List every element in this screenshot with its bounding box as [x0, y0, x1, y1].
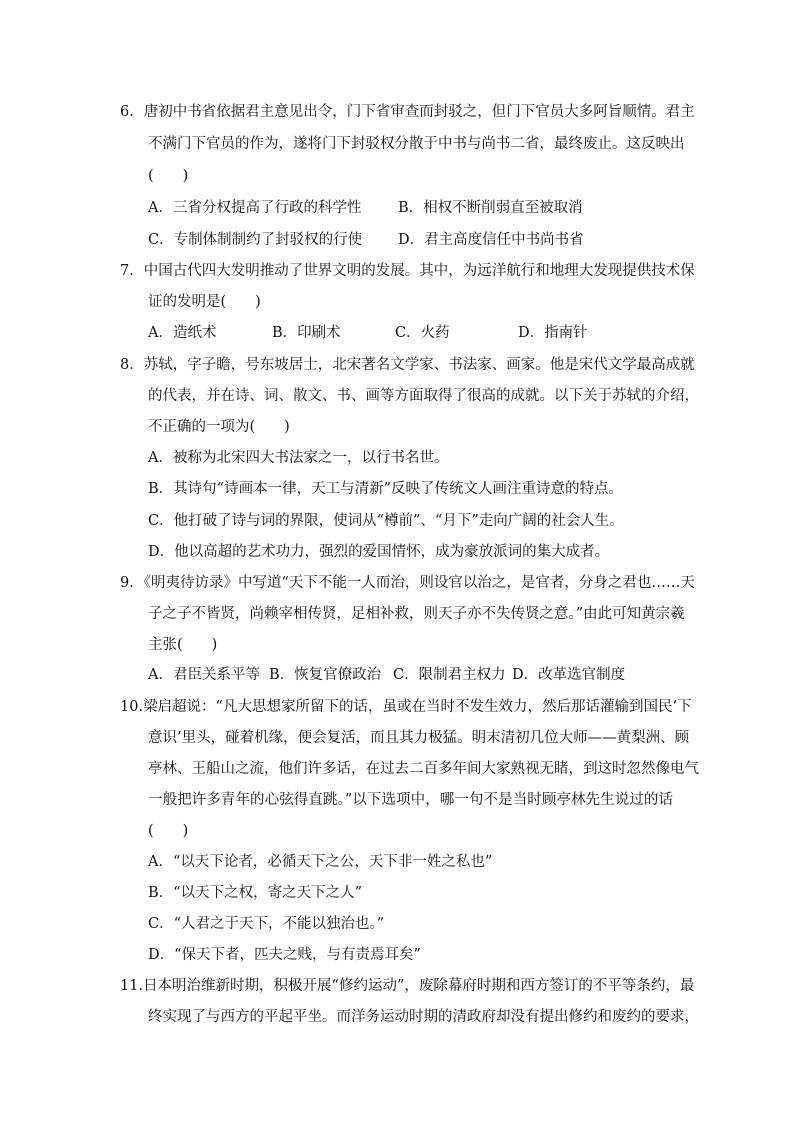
question-text-line: 一般把许多青年的心弦得直跳。”以下选项中，哪一句不是当时顾亭林先生说过的话: [148, 792, 673, 808]
option-b: B．印刷术: [272, 325, 341, 341]
option-b: B．相权不断削弱直至被取消: [398, 200, 583, 216]
option-b: B．其诗句“诗画本一律，天工与清新”反映了传统文人画注重诗意的特点。: [148, 481, 623, 497]
question-text-line: 的代表，并在诗、词、散文、书、画等方面取得了很高的成就。以下关于苏轼的介绍，: [148, 388, 699, 404]
option-a: A．造纸术: [148, 325, 217, 341]
option-c: C．限制君主权力: [393, 667, 506, 683]
answer-blank: ( ): [148, 168, 189, 184]
question-text-line: 7．中国古代四大发明推动了世界文明的发展。其中，为远洋航行和地理大发现提供技术保: [120, 263, 695, 279]
answer-blank: ( ): [148, 823, 189, 839]
option-d: D．改革选官制度: [512, 667, 626, 683]
question-text-line: 子之子不皆贤，尚赖宰相传贤，足相补救，则天子亦不失传贤之意。”由此可知黄宗羲: [148, 606, 685, 622]
question-text-line: 意识’里头，碰着机缘，便会复活，而且其力极猛。明末清初几位大师——黄梨洲、顾: [148, 730, 690, 746]
question-text-line: 8．苏轼，字子瞻，号东坡居士，北宋著名文学家、书法家、画家。他是宋代文学最高成就: [120, 357, 695, 373]
option-c: C．“人君之于天下，不能以独治也。”: [148, 916, 385, 932]
question-text-line: 9．《明夷待访录》中写道“天下不能一人而治，则设官以治之，是官者，分身之君也……天: [120, 575, 695, 591]
option-b: B．“以天下之权，寄之天下之人”: [148, 885, 362, 901]
option-d: D．他以高超的艺术功力，强烈的爱国情怀，成为豪放派词的集大成者。: [148, 544, 610, 560]
option-d: D．君主高度信任中书尚书省: [398, 232, 584, 248]
question-text-line: 不满门下官员的作为，遂将门下封驳权分散于中书与尚书二省，最终废止。这反映出: [148, 136, 685, 152]
option-a: A．君臣关系平等: [148, 667, 260, 683]
option-d: D．指南针: [518, 325, 588, 341]
question-text-line: 6．唐初中书省依据君主意见出令，门下省审查而封驳之，但门下官员大多阿旨顺情。君主: [120, 104, 695, 120]
option-a: A．“以天下论者，必循天下之公，天下非一姓之私也”: [148, 854, 493, 870]
option-c: C．火药: [395, 325, 450, 341]
question-text-line: 10.梁启超说：“凡大思想家所留下的话，虽或在当时不发生效力，然后那话灌输到国民‘下: [120, 699, 692, 715]
option-c: C．专制体制制约了封驳权的行使: [148, 232, 363, 248]
option-d: D．“保天下者，匹夫之贱，与有责焉耳矣”: [148, 947, 421, 963]
option-c: C．他打破了诗与词的界限，使词从“樽前”、“月下”走向广阔的社会人生。: [148, 513, 624, 529]
option-a: A．三省分权提高了行政的科学性: [148, 200, 362, 216]
question-text-line: 终实现了与西方的平起平坐。而洋务运动时期的清政府却没有提出修约和废约的要求，: [148, 1009, 699, 1025]
question-text-line: 亭林、王船山之流，他们许多话，在过去二百多年间大家熟视无睹，到这时忽然像电气: [148, 761, 699, 777]
option-a: A．被称为北宋四大书法家之一，以行书名世。: [148, 450, 449, 466]
option-b: B．恢复官僚政治: [269, 667, 382, 683]
question-text-line: 证的发明是( ): [148, 294, 261, 310]
question-text-line: 不正确的一项为( ): [148, 419, 290, 435]
question-text-line: 主张( ): [148, 637, 218, 653]
question-text-line: 11.日本明治维新时期，积极开展“修约运动”，废除幕府时期和西方签订的不平等条约，最: [120, 978, 695, 994]
